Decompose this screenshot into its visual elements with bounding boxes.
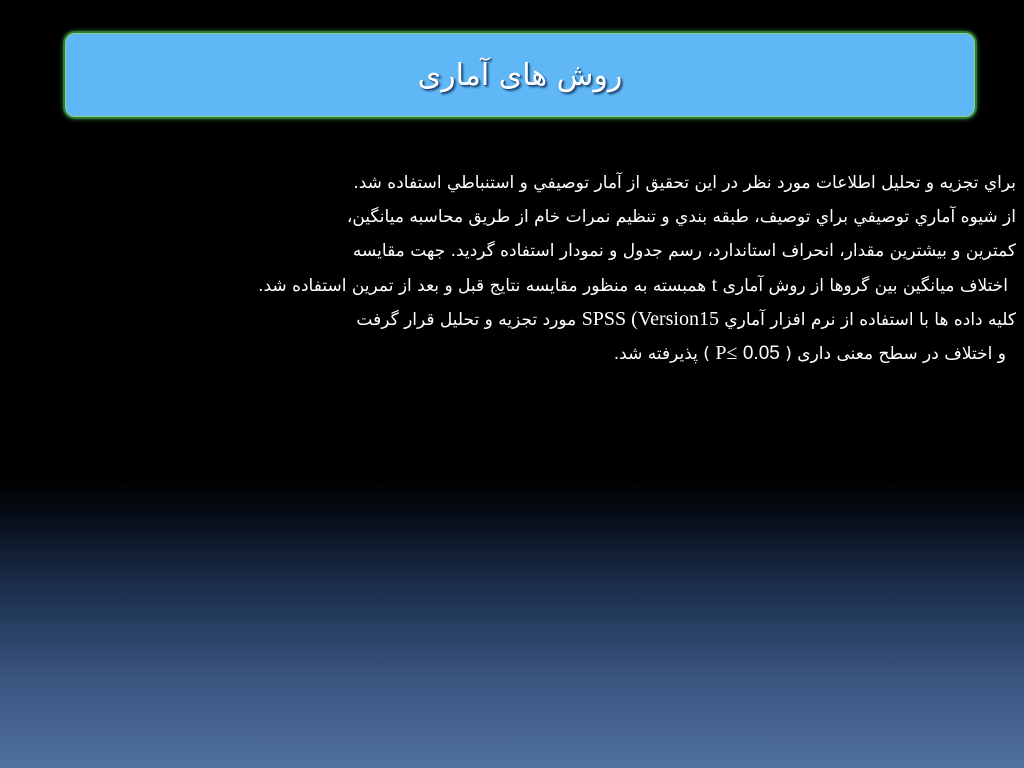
line-4-part-2: همبسته به منظور مقایسه نتایج قبل و بعد از تمرین استفاده شد. — [258, 276, 707, 296]
p-symbol: P≤ — [715, 342, 738, 364]
p-value: 0.05 — [742, 343, 780, 364]
paragraph-line-6 — [18, 336, 1006, 370]
paragraph-line-2: از شيوه آماري توصيفي براي توصيف، طبقه بندي و تنظيم نمرات خام از طريق محاسبه ميانگين، — [346, 207, 1016, 227]
slide-title: روش های آماری — [417, 57, 623, 93]
line-5-part-2: مورد تجزيه و تحليل قرار گرفت — [356, 310, 577, 330]
line-6-part-1: و اختلاف در سطح معنی داری ( — [785, 344, 1006, 364]
paragraph-line-3: کمترين و بيشترين مقدار، انحراف استاندارد، رسم جدول و نمودار استفاده گرديد. جهت مقايسه — [352, 241, 1016, 261]
line-6-part-2: ) پذیرفته شد. — [613, 344, 710, 364]
t-test-symbol: t — [711, 274, 718, 296]
paragraph-line-1: براي تجزيه و تحليل اطلاعات مورد نظر در اين تحقيق از آمار توصيفي و استنباطي استفاده شد. — [353, 173, 1016, 193]
paragraph-line-4 — [18, 268, 1008, 302]
software-name: SPSS (Version15 — [581, 308, 719, 330]
line-4-part-1: اختلاف میانگین بین گروها از روش آماری — [722, 276, 1008, 296]
body-text — [18, 166, 1016, 370]
line-5-part-1: کليه داده ها با استفاده از نرم افزار آماري — [724, 310, 1016, 330]
paragraph-line-5 — [18, 302, 1016, 336]
title-box — [63, 31, 977, 119]
